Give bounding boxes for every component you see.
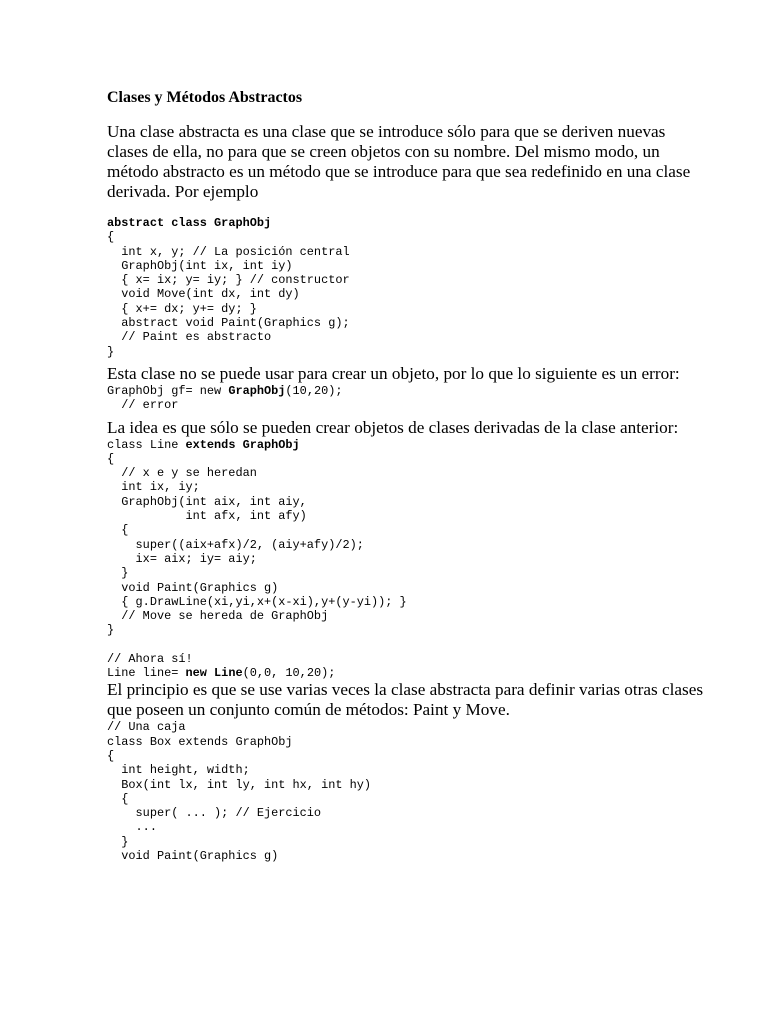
code-line: ...: [107, 820, 157, 835]
code-line: GraphObj gf= new GraphObj(10,20);: [107, 383, 343, 398]
code-line: // x e y se heredan: [107, 466, 257, 481]
code-line: {: [107, 748, 115, 763]
code-line: {: [107, 791, 129, 806]
document-page: [107, 88, 707, 863]
code-line: {: [107, 230, 115, 245]
code-line: super((aix+afx)/2, (aiy+afy)/2);: [107, 537, 364, 552]
code-line: void Move(int dx, int dy): [107, 287, 300, 302]
code-line: { x+= dx; y+= dy; }: [107, 301, 257, 316]
code-line: Line line= new Line(0,0, 10,20);: [107, 666, 336, 681]
code-block-line-class: [107, 438, 707, 638]
code-line: }: [107, 566, 129, 581]
code-line: int afx, int afy): [107, 509, 307, 524]
code-line: int ix, iy;: [107, 480, 200, 495]
principle-paragraph: El principio es que se use varias veces la clase abstracta para definir varias otras clases que poseen un conjunto común de métodos: Paint y Move.: [107, 680, 704, 720]
code-line: }: [107, 623, 115, 638]
code-line: {: [107, 451, 115, 466]
code-line: abstract class GraphObj: [107, 216, 272, 230]
code-line: }: [107, 344, 115, 359]
code-line: GraphObj(int aix, int aiy,: [107, 494, 307, 509]
code-line: {: [107, 523, 129, 538]
no-instance-paragraph: Esta clase no se puede usar para crear un objeto, por lo que lo siguiente es un error:: [107, 363, 680, 383]
code-line: int height, width;: [107, 763, 250, 778]
code-line: // Ahora sí!: [107, 651, 193, 666]
code-line: }: [107, 834, 129, 849]
code-line: ix= aix; iy= aiy;: [107, 551, 257, 566]
code-line: { g.DrawLine(xi,yi,x+(x-xi),y+(y-yi)); }: [107, 594, 407, 609]
code-line: void Paint(Graphics g): [107, 580, 279, 595]
code-line: super( ... ); // Ejercicio: [107, 806, 322, 821]
code-line: void Paint(Graphics g): [107, 848, 279, 863]
derived-paragraph: La idea es que sólo se pueden crear objetos de clases derivadas de la clase anterior:: [107, 417, 679, 437]
code-line: // Paint es abstracto: [107, 330, 272, 345]
code-block-ahora-si: [107, 652, 707, 681]
intro-paragraph: Una clase abstracta es una clase que se introduce sólo para que se deriven nuevas clases de ella, no para que se creen objetos con su nombre. Del mismo modo, un método abstracto es un método que se introduce para que sea redefinido en una clase derivada. Por ejemplo: [107, 122, 691, 201]
code-line: class Box extends GraphObj: [107, 734, 293, 749]
code-block-box-class: [107, 720, 707, 863]
code-line: GraphObj(int ix, int iy): [107, 258, 293, 273]
code-line: // Una caja: [107, 720, 186, 735]
code-line: int x, y; // La posición central: [107, 244, 350, 259]
code-line: Box(int lx, int ly, int hx, int hy): [107, 777, 372, 792]
page-title: Clases y Métodos Abstractos: [107, 89, 303, 106]
code-line: { x= ix; y= iy; } // constructor: [107, 273, 350, 288]
code-line: abstract void Paint(Graphics g);: [107, 316, 350, 331]
code-line: class Line extends GraphObj: [107, 437, 300, 452]
code-line: // error: [107, 398, 179, 413]
code-block-error-example: [107, 384, 707, 413]
code-line: // Move se hereda de GraphObj: [107, 609, 329, 624]
code-block-graphobj: [107, 216, 707, 359]
